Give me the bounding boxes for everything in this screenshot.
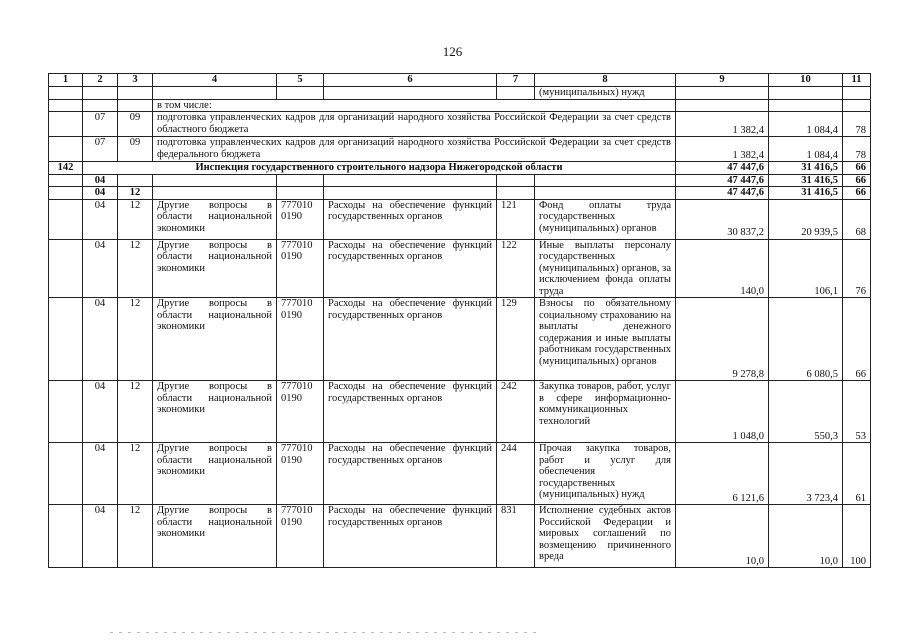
sub-row-text: подготовка управленческих кадров для организаций народного хозяйства Российской Федерации за счет средств областного бюджета xyxy=(153,112,676,137)
subsection-code: 12 xyxy=(118,443,153,505)
target-article-code: 777010 0190 xyxy=(277,381,324,443)
percent: 66 xyxy=(843,174,871,187)
executed-amount: 1 084,4 xyxy=(769,137,843,162)
percent: 66 xyxy=(843,298,871,381)
sub-row-text: подготовка управленческих кадров для организаций народного хозяйства Российской Федерации за счет средств федерального бюджета xyxy=(153,137,676,162)
detail-row xyxy=(49,199,871,239)
planned-amount: 6 121,6 xyxy=(676,443,769,505)
subsection-code: 12 xyxy=(118,239,153,298)
expense-section-name: Другие вопросы в области национальной экономики xyxy=(153,443,277,505)
subsection-row xyxy=(49,187,871,200)
target-article-name: Расходы на обеспечение функций государственных органов xyxy=(324,298,497,381)
section-row xyxy=(49,174,871,187)
percent: 66 xyxy=(843,162,871,175)
section-code: 04 xyxy=(83,505,118,568)
column-header: 10 xyxy=(769,74,843,87)
including-label: в том числе: xyxy=(153,99,676,112)
sub-row xyxy=(49,137,871,162)
percent: 61 xyxy=(843,443,871,505)
percent: 76 xyxy=(843,239,871,298)
executed-amount: 31 416,5 xyxy=(769,174,843,187)
sub-row xyxy=(49,112,871,137)
percent: 53 xyxy=(843,381,871,443)
detail-row xyxy=(49,443,871,505)
expense-type-name: Исполнение судебных актов Российской Федерации и мировых соглашений по возмещению причиненного вреда xyxy=(535,505,676,568)
column-header-row xyxy=(49,74,871,87)
expense-type-code: 122 xyxy=(497,239,535,298)
subsection-code: 12 xyxy=(118,505,153,568)
planned-amount: 9 278,8 xyxy=(676,298,769,381)
expense-type-code: 121 xyxy=(497,199,535,239)
section-code: 07 xyxy=(83,112,118,137)
expense-type-name: Закупка товаров, работ, услуг в сфере информационно-коммуникационных технологий xyxy=(535,381,676,443)
subsection-code: 12 xyxy=(118,298,153,381)
planned-amount: 10,0 xyxy=(676,505,769,568)
expense-type-name: Фонд оплаты труда государственных (муниципальных) органов xyxy=(535,199,676,239)
executed-amount: 31 416,5 xyxy=(769,187,843,200)
page-number: 126 xyxy=(442,44,463,59)
planned-amount: 1 382,4 xyxy=(676,137,769,162)
target-article-name: Расходы на обеспечение функций государственных органов xyxy=(324,443,497,505)
column-header: 8 xyxy=(535,74,676,87)
institution-row xyxy=(49,162,871,175)
expense-type-name: Взносы по обязательному социальному страхованию на выплаты денежного содержания и иные выплаты работникам государственных (муниципальных) органов xyxy=(535,298,676,381)
including-row xyxy=(49,99,871,112)
institution-name: Инспекция государственного строительного надзора Нижегородской области xyxy=(83,162,676,175)
section-code: 04 xyxy=(83,187,118,200)
expense-section-name: Другие вопросы в области национальной экономики xyxy=(153,505,277,568)
executed-amount: 20 939,5 xyxy=(769,199,843,239)
expense-type-code: 244 xyxy=(497,443,535,505)
target-article-code: 777010 0190 xyxy=(277,505,324,568)
budget-table xyxy=(48,73,871,568)
target-article-code: 777010 0190 xyxy=(277,443,324,505)
target-article-name: Расходы на обеспечение функций государственных органов xyxy=(324,381,497,443)
subsection-code: 09 xyxy=(118,137,153,162)
planned-amount: 1 048,0 xyxy=(676,381,769,443)
column-header: 3 xyxy=(118,74,153,87)
executed-amount: 3 723,4 xyxy=(769,443,843,505)
percent: 68 xyxy=(843,199,871,239)
institution-code: 142 xyxy=(49,162,83,175)
detail-row xyxy=(49,381,871,443)
column-header: 7 xyxy=(497,74,535,87)
planned-amount: 47 447,6 xyxy=(676,162,769,175)
column-header: 2 xyxy=(83,74,118,87)
planned-amount: 47 447,6 xyxy=(676,187,769,200)
target-article-name: Расходы на обеспечение функций государственных органов xyxy=(324,199,497,239)
executed-amount: 31 416,5 xyxy=(769,162,843,175)
target-article-code: 777010 0190 xyxy=(277,199,324,239)
subsection-code: 12 xyxy=(118,381,153,443)
percent: 100 xyxy=(843,505,871,568)
section-code: 04 xyxy=(83,199,118,239)
executed-amount: 10,0 xyxy=(769,505,843,568)
expense-type-code: 129 xyxy=(497,298,535,381)
detail-row xyxy=(49,298,871,381)
detail-row xyxy=(49,239,871,298)
planned-amount: 1 382,4 xyxy=(676,112,769,137)
section-code: 04 xyxy=(83,174,118,187)
expense-type-name: Иные выплаты персоналу государственных (муниципальных) органов, за исключением фонда оплаты труда xyxy=(535,239,676,298)
column-header: 6 xyxy=(324,74,497,87)
executed-amount: 106,1 xyxy=(769,239,843,298)
section-code: 07 xyxy=(83,137,118,162)
column-header: 5 xyxy=(277,74,324,87)
percent: 78 xyxy=(843,137,871,162)
expense-section-name: Другие вопросы в области национальной экономики xyxy=(153,239,277,298)
expense-type-code: 242 xyxy=(497,381,535,443)
planned-amount: 47 447,6 xyxy=(676,174,769,187)
column-header: 11 xyxy=(843,74,871,87)
planned-amount: 30 837,2 xyxy=(676,199,769,239)
expense-section-name: Другие вопросы в области национальной экономики xyxy=(153,199,277,239)
expense-type-code: 831 xyxy=(497,505,535,568)
continuation-text: (муниципальных) нужд xyxy=(535,87,676,100)
subsection-code: 12 xyxy=(118,199,153,239)
target-article-code: 777010 0190 xyxy=(277,239,324,298)
section-code: 04 xyxy=(83,381,118,443)
subsection-code: 12 xyxy=(118,187,153,200)
section-code: 04 xyxy=(83,443,118,505)
column-header: 1 xyxy=(49,74,83,87)
section-code: 04 xyxy=(83,298,118,381)
planned-amount: 140,0 xyxy=(676,239,769,298)
expense-section-name: Другие вопросы в области национальной экономики xyxy=(153,381,277,443)
executed-amount: 550,3 xyxy=(769,381,843,443)
subsection-code: 09 xyxy=(118,112,153,137)
target-article-name: Расходы на обеспечение функций государственных органов xyxy=(324,239,497,298)
column-header: 4 xyxy=(153,74,277,87)
percent: 78 xyxy=(843,112,871,137)
expense-type-name: Прочая закупка товаров, работ и услуг для обеспечения государственных (муниципальных) нужд xyxy=(535,443,676,505)
executed-amount: 1 084,4 xyxy=(769,112,843,137)
percent: 66 xyxy=(843,187,871,200)
target-article-code: 777010 0190 xyxy=(277,298,324,381)
target-article-name: Расходы на обеспечение функций государственных органов xyxy=(324,505,497,568)
executed-amount: 6 080,5 xyxy=(769,298,843,381)
expense-section-name: Другие вопросы в области национальной экономики xyxy=(153,298,277,381)
scan-artifact xyxy=(110,632,540,633)
section-code: 04 xyxy=(83,239,118,298)
continuation-row xyxy=(49,87,871,100)
detail-row xyxy=(49,505,871,568)
column-header: 9 xyxy=(676,74,769,87)
